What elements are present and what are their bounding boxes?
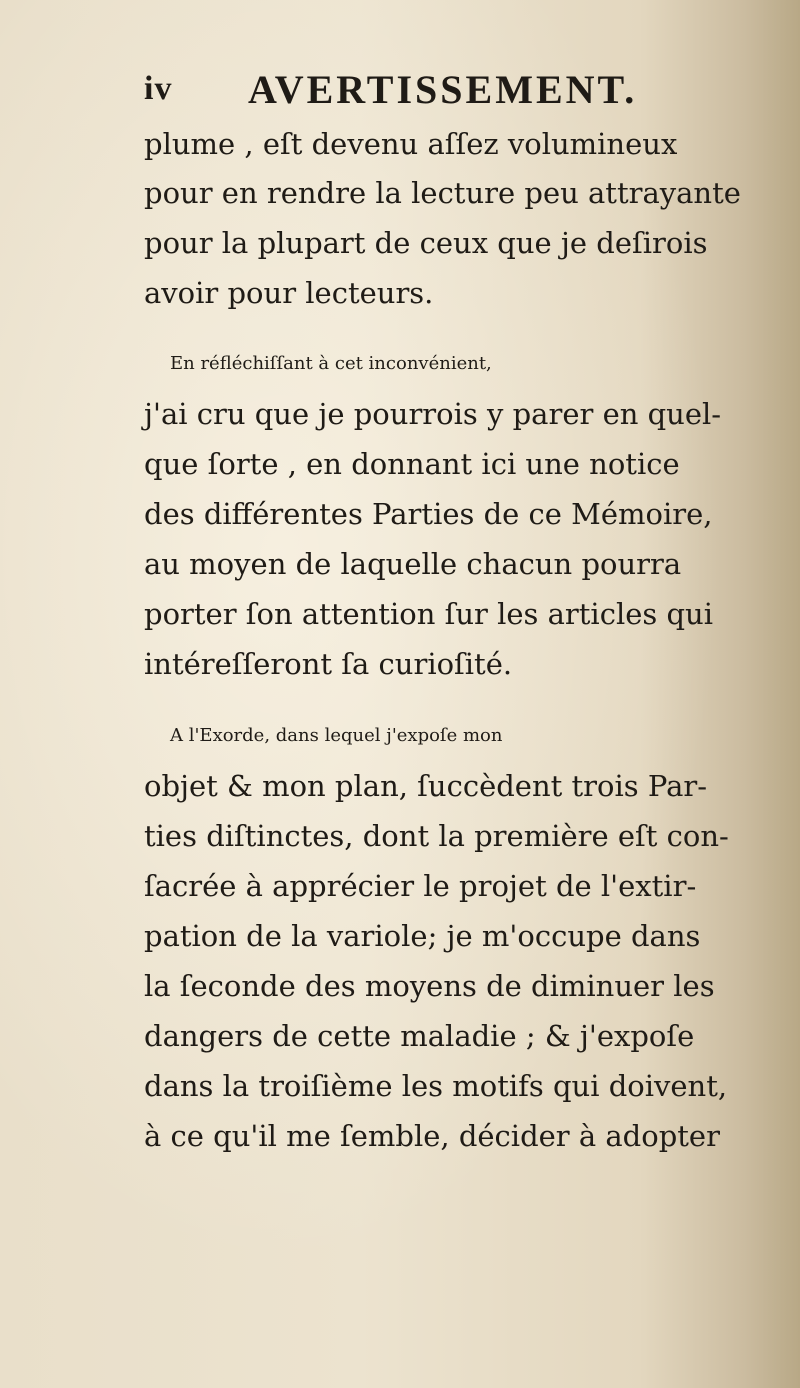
- text-line: pour en rendre la lecture peu attrayante: [144, 176, 741, 210]
- text-line: pation de la variole; je m'occupe dans: [144, 919, 701, 953]
- paragraph-start-line: A l'Exorde, dans lequel j'expoſe mon: [170, 725, 503, 746]
- text-line: dans la troiſième les motifs qui doivent,: [144, 1069, 728, 1103]
- text-line: objet & mon plan, ſuccèdent trois Par-: [144, 769, 708, 803]
- page-number: iv: [144, 70, 173, 107]
- text-line: avoir pour lecteurs.: [144, 276, 434, 310]
- running-head: AVERTISSEMENT.: [248, 67, 638, 112]
- paragraph-start-line: En réfléchiſſant à cet inconvénient,: [170, 353, 492, 374]
- text-line: dangers de cette maladie ; & j'expoſe: [144, 1019, 695, 1053]
- text-line: que ſorte , en donnant ici une notice: [144, 447, 680, 481]
- text-line: à ce qu'il me ſemble, décider à adopter: [144, 1119, 720, 1153]
- text-line: porter ſon attention ſur les articles qui: [144, 597, 713, 631]
- text-line: la ſeconde des moyens de diminuer les: [144, 969, 715, 1003]
- text-line: ſacrée à apprécier le projet de l'extir-: [144, 869, 697, 903]
- text-line: ties diſtinctes, dont la première eſt con-: [144, 819, 729, 853]
- text-line: j'ai cru que je pourrois y parer en quel-: [144, 397, 722, 431]
- page-header: [144, 62, 744, 118]
- text-line: au moyen de laquelle chacun pourra: [144, 547, 682, 581]
- text-line: intéreſſeront ſa curioſité.: [144, 647, 513, 681]
- text-line: plume , eſt devenu aſſez volumineux: [144, 127, 678, 161]
- text-line: pour la plupart de ceux que je deſirois: [144, 226, 708, 260]
- text-line: des différentes Parties de ce Mémoire,: [144, 497, 713, 531]
